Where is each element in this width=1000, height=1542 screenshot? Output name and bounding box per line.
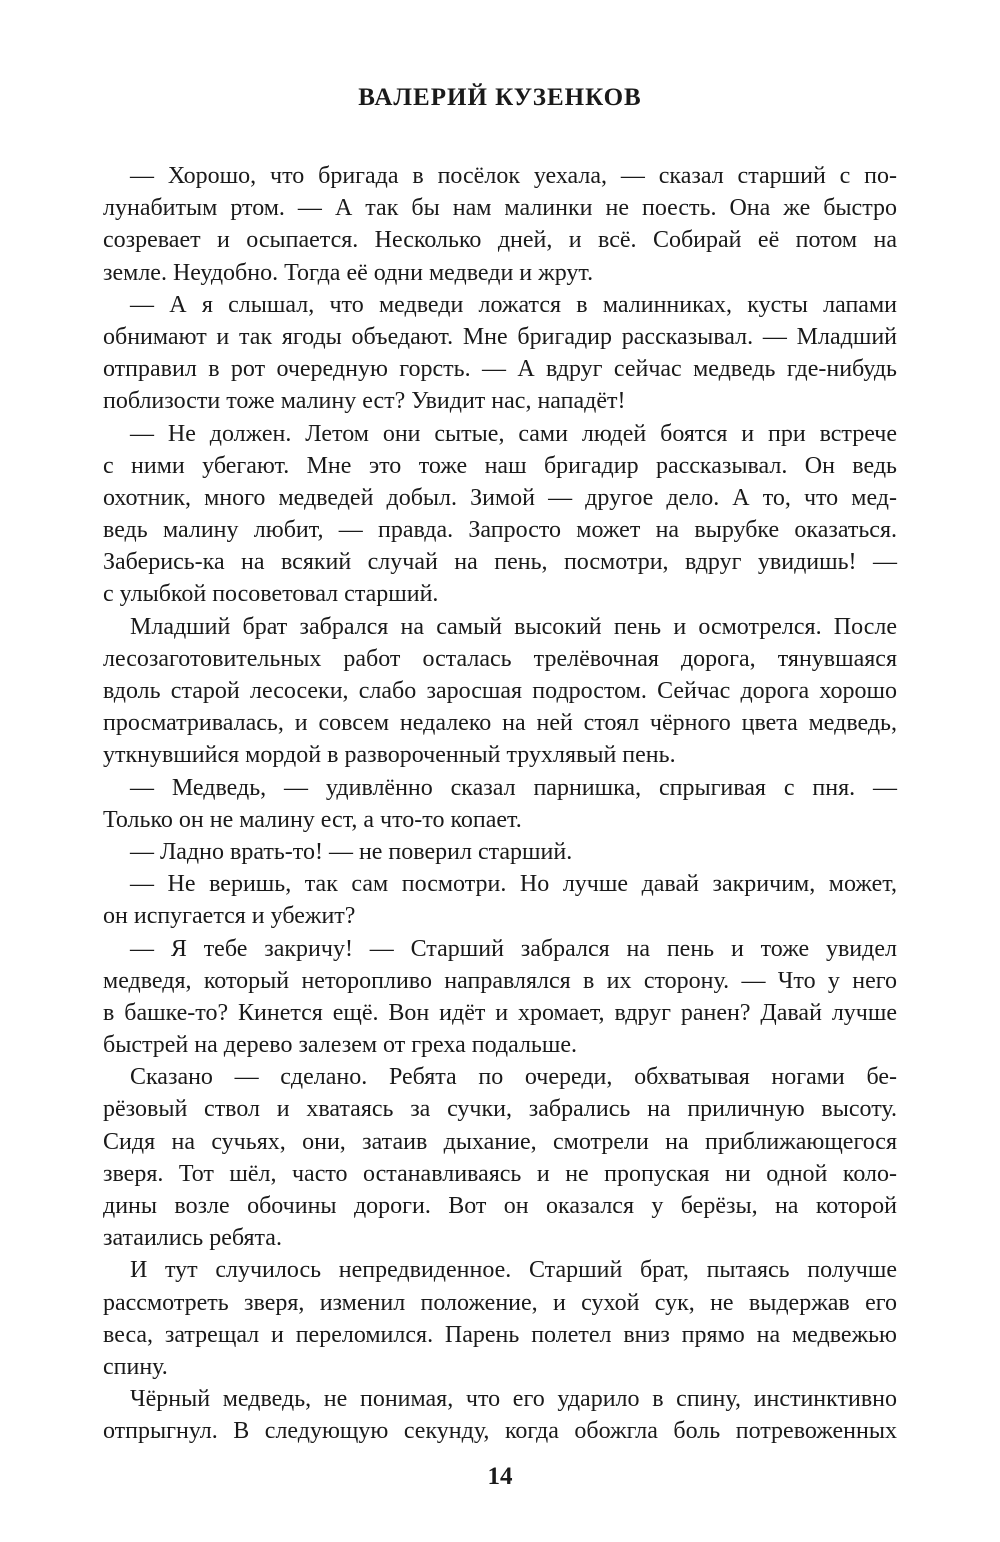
text-line: — Хорошо, что бригада в посёлок уехала, — сказал старший с по-: [130, 163, 897, 189]
paragraph: [103, 1061, 897, 1254]
text-line: земле. Неудобно. Тогда её одни медведи и жрут.: [103, 259, 594, 286]
text-line: Чёрный медведь, не понимая, что его ударило в спину, инстинктивно: [130, 1386, 897, 1413]
text-line: — Медведь, — удивлённо сказал парнишка, спрыгивая с пня. —: [130, 774, 897, 801]
text-line: веса, затрещал и переломился. Парень полетел вниз прямо на медвежью: [103, 1321, 897, 1348]
paragraph: [103, 933, 897, 1062]
text-line: Сказано — сделано. Ребята по очереди, обхватывая ногами бе-: [130, 1064, 897, 1091]
text-line: рёзовый ствол и хватаясь за сучки, забрались на приличную высоту.: [103, 1096, 897, 1123]
text-line: с улыбкой посоветовал старший.: [103, 581, 439, 608]
text-line: И тут случилось непредвиденное. Старший брат, пытаясь получше: [130, 1257, 897, 1284]
text-line: Только он не малину ест, а что-то копает.: [103, 806, 522, 833]
page-body-text: [103, 160, 897, 1448]
text-line: Младший брат забрался на самый высокий пень и осмотрелся. После: [130, 613, 897, 640]
text-line: быстрей на дерево залезем от греха подальше.: [103, 1032, 577, 1059]
paragraph: [103, 1383, 897, 1447]
text-line: Заберись-ка на всякий случай на пень, посмотри, вдруг увидишь! —: [103, 549, 897, 576]
running-header-author: ВАЛЕРИЙ КУЗЕНКОВ: [358, 84, 642, 111]
paragraph: [103, 772, 897, 836]
text-line: дины возле обочины дороги. Вот он оказался у берёзы, на которой: [103, 1193, 897, 1219]
text-line: вдоль старой лесосеки, слабо заросшая подростом. Сейчас дорога хорошо: [103, 678, 897, 704]
text-line: зверя. Тот шёл, часто останавливаясь и не пропуская ни одной коло-: [103, 1160, 897, 1187]
paragraph: [103, 611, 897, 772]
text-line: просматривалась, и совсем недалеко на ней стоял чёрного цвета медведь,: [103, 710, 897, 737]
paragraph: [103, 836, 897, 868]
text-line: в башке-то? Кинется ещё. Вон идёт и хромает, вдруг ранен? Давай лучше: [103, 999, 897, 1026]
paragraph: [103, 418, 897, 611]
paragraph: [103, 160, 897, 289]
text-line: — Не веришь, так сам посмотри. Но лучше давай закричим, может,: [130, 871, 897, 898]
paragraph: [103, 868, 897, 932]
text-line: обнимают и так ягоды объедают. Мне бригадир рассказывал. — Младший: [103, 323, 897, 350]
text-line: ведь малину любит, — правда. Запросто может на вырубке оказаться.: [103, 517, 897, 544]
text-line: Сидя на сучьях, они, затаив дыхание, смотрели на приближающегося: [103, 1128, 897, 1155]
text-line: — Не должен. Летом они сытые, сами людей боятся и при встрече: [130, 420, 897, 447]
text-line: рассмотреть зверя, изменил положение, и сухой сук, не выдержав его: [103, 1289, 897, 1316]
paragraph: [103, 1254, 897, 1383]
text-line: отпрыгнул. В следующую секунду, когда обожгла боль потревоженных: [103, 1418, 897, 1445]
text-line: спину.: [103, 1353, 168, 1380]
text-line: лесозаготовительных работ осталась трелёвочная дорога, тянувшаяся: [103, 645, 897, 672]
text-line: он испугается и убежит?: [103, 903, 356, 930]
text-line: — А я слышал, что медведи ложатся в малинниках, кусты лапами: [130, 291, 897, 318]
text-line: затаились ребята.: [103, 1225, 282, 1252]
text-line: с ними убегают. Мне это тоже наш бригадир рассказывал. Он ведь: [103, 452, 897, 479]
text-line: поблизости тоже малину ест? Увидит нас, нападёт!: [103, 388, 626, 415]
text-line: созревает и осыпается. Несколько дней, и всё. Собирай её потом на: [103, 227, 897, 254]
text-line: охотник, много медведей добыл. Зимой — другое дело. А то, что мед-: [103, 484, 897, 511]
text-line: отправил в рот очередную горсть. — А вдруг сейчас медведь где-нибудь: [103, 356, 897, 383]
page-number: 14: [487, 1463, 513, 1490]
text-line: уткнувшийся мордой в развороченный трухлявый пень.: [103, 742, 676, 769]
text-line: медведя, который неторопливо направлялся в их сторону. — Что у него: [103, 967, 897, 994]
text-line: лунабитым ртом. — А так бы нам малинки не поесть. Она же быстро: [103, 195, 897, 222]
text-line: — Ладно врать-то! — не поверил старший.: [130, 838, 573, 865]
text-line: — Я тебе закричу! — Старший забрался на пень и тоже увидел: [130, 935, 897, 962]
paragraph: [103, 289, 897, 418]
